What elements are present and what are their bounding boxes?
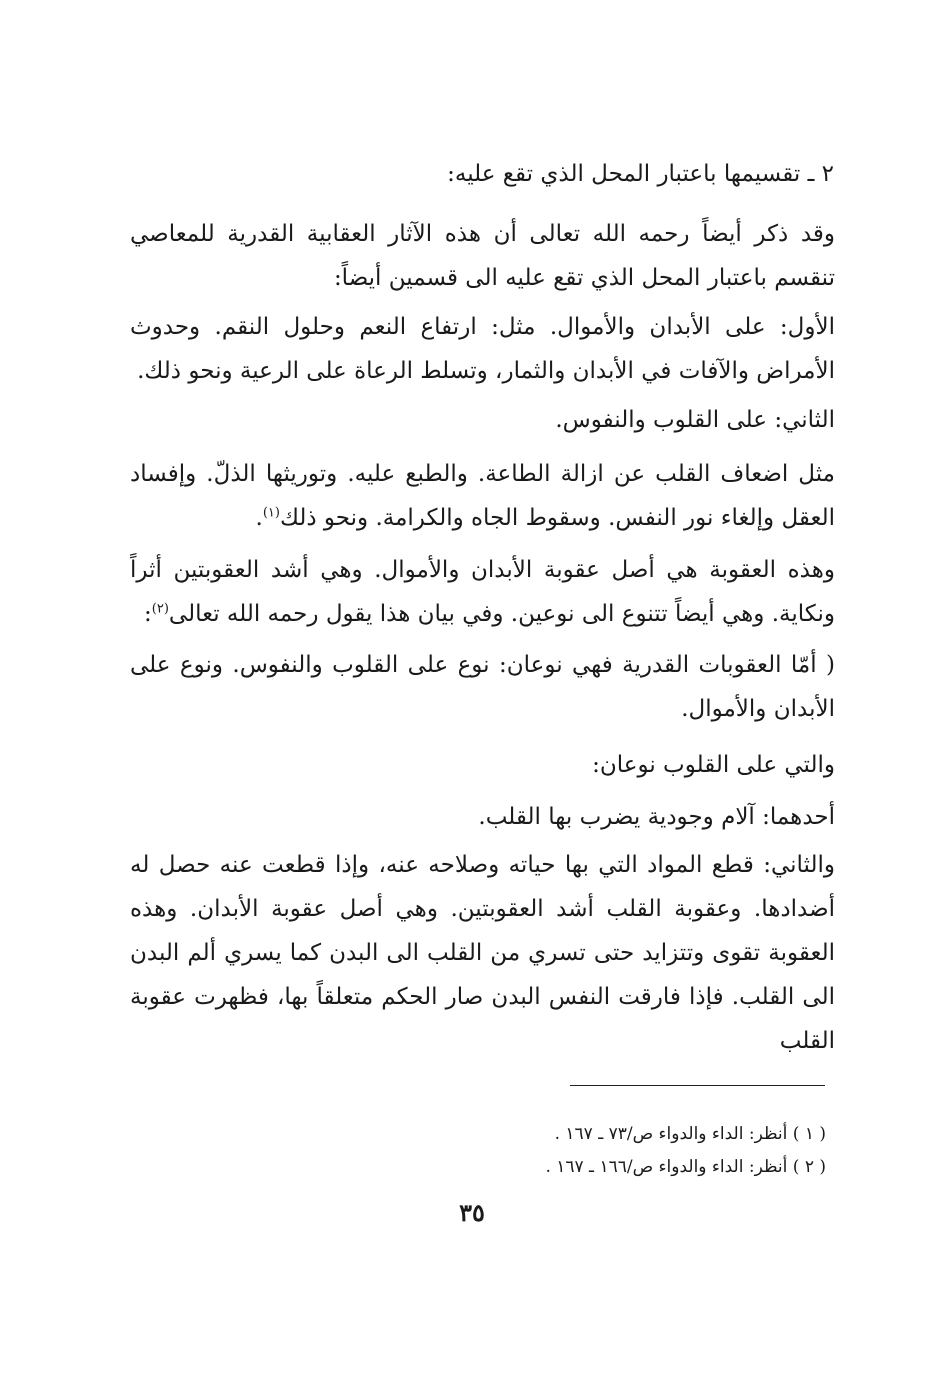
paragraph-text: الأول: على الأبدان والأموال. مثل: ارتفاع النعم وحلول النقم. وحدوث الأمراض والآفات في الأبدان والثمار، وتسلط الرعاة على الرعية ونحو ذلك.: [130, 314, 835, 384]
footnote-1: ( ١ ) أنظر: الداء والدواء ص/٧٣ ـ ١٦٧ .: [554, 1124, 826, 1144]
paragraph-quote-start: [130, 643, 835, 731]
paragraph-second-type: [130, 398, 835, 442]
paragraph-examples: [130, 452, 835, 540]
footnote-ref-2: (٢): [151, 601, 169, 617]
paragraph-text: والثاني: قطع المواد التي بها حياته وصلاحه عنه، وإذا قطعت عنه حصل له أضدادها. وعقوبة القلب أشد العقوبتين. وهي أصل عقوبة الأبدان. وهذه العقوبة تقوى وتتزايد حتى تسري من القلب الى البدن كما يسري ألم البدن الى القلب. فإذا فارقت النفس البدن صار الحكم متعلقاً بها، فظهرت عقوبة القلب: [130, 852, 835, 1054]
footnote-divider: [570, 1085, 825, 1086]
paragraph-second-of-two: [130, 843, 835, 1063]
footnote-ref-1: (١): [262, 505, 280, 521]
paragraph-text: وهذه العقوبة هي أصل عقوبة الأبدان والأموال. وهي أشد العقوبتين أثراً ونكاية. وهي أيضاً تتنوع الى نوعين. وفي بيان هذا يقول رحمه الله تعالى: [130, 557, 835, 627]
paragraph-punishment: [130, 548, 835, 636]
footnote-2: ( ٢ ) أنظر: الداء والدواء ص/١٦٦ ـ ١٦٧ .: [545, 1157, 826, 1177]
paragraph-text: والتي على القلوب نوعان:: [592, 752, 835, 778]
paragraph-hearts-two-types: [130, 743, 835, 787]
paragraph-text: الثاني: على القلوب والنفوس.: [555, 407, 835, 433]
page-number: ٣٥: [459, 1198, 485, 1227]
paragraph-text: مثل اضعاف القلب عن ازالة الطاعة. والطبع عليه. وتوريثها الذلّ. وإفساد العقل وإلغاء نور النفس. وسقوط الجاه والكرامة. ونحو ذلك: [130, 461, 835, 531]
section-heading: ٢ ـ تقسيمها باعتبار المحل الذي تقع عليه:: [447, 161, 834, 187]
paragraph-first-type: [130, 305, 835, 393]
paragraph-tail: :: [144, 601, 152, 627]
paragraph-text: أحدهما: آلام وجودية يضرب بها القلب.: [478, 804, 835, 830]
paragraph-text: وقد ذكر أيضاً رحمه الله تعالى أن هذه الآثار العقابية القدرية للمعاصي تنقسم باعتبار المحل الذي تقع عليه الى قسمين أيضاً:: [130, 221, 835, 291]
paragraph-text: ( أمّا العقوبات القدرية فهي نوعان: نوع على القلوب والنفوس. ونوع على الأبدان والأموال.: [130, 652, 835, 722]
paragraph-first-of-two: [130, 795, 835, 839]
paragraph-tail: .: [255, 505, 263, 531]
paragraph-intro: [130, 212, 835, 300]
footnotes: [545, 1118, 826, 1184]
